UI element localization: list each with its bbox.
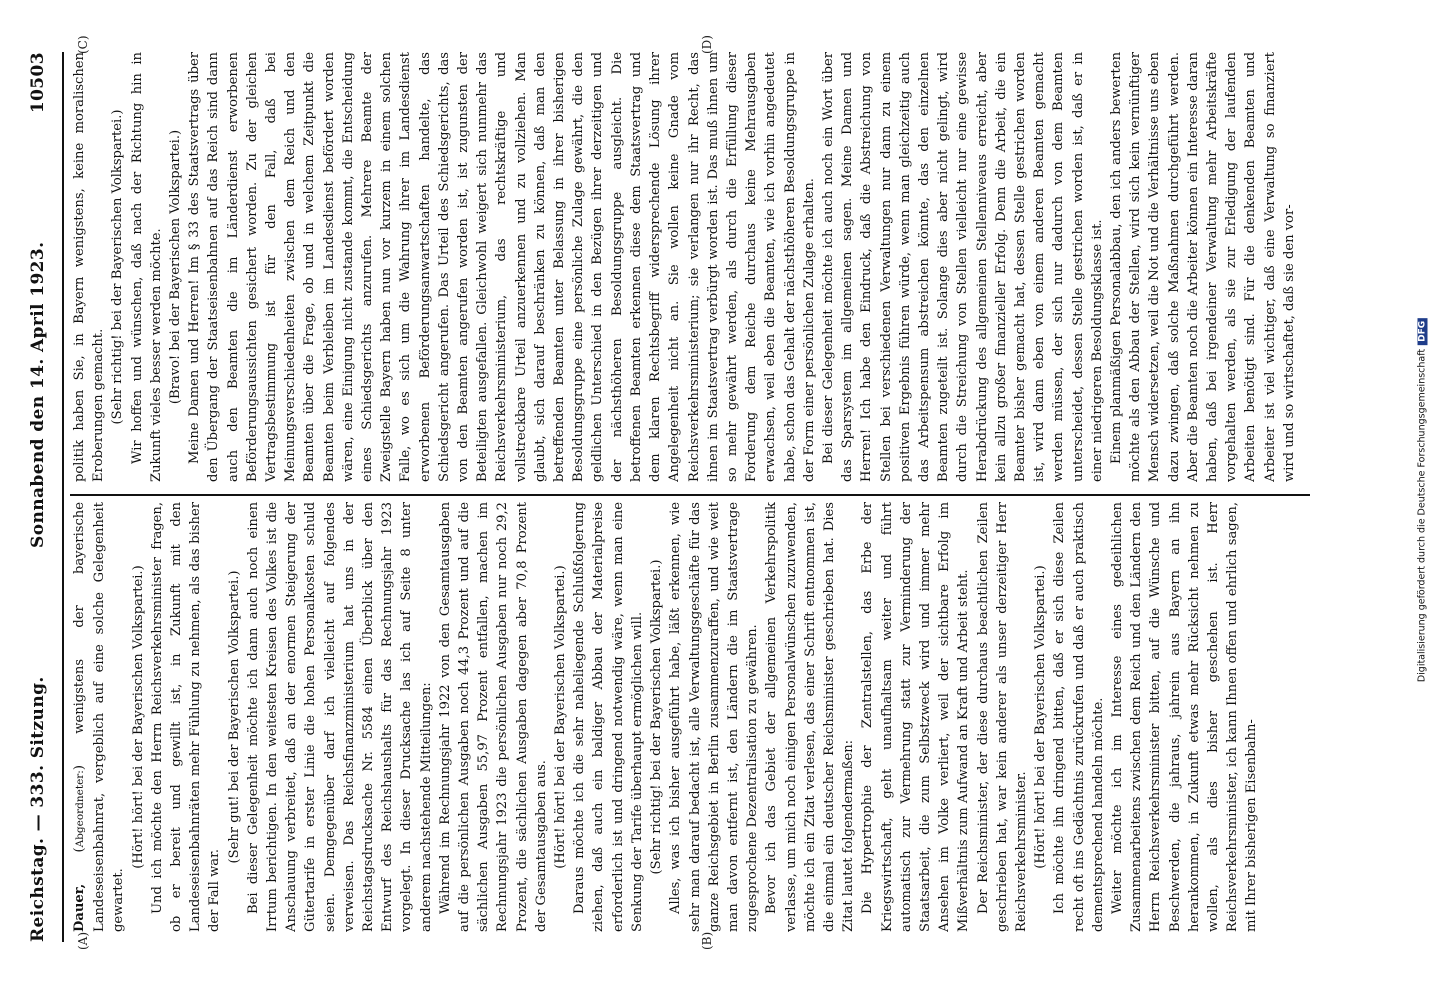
header-session: Reichstag. — 333. Sitzung. [28, 676, 48, 942]
header-date: Sonnabend den 14. April 1923. [28, 241, 48, 548]
paragraph: Meine Damen und Herren! Im § 33 des Staatsvertrags über den Übergang der Staatseisenbahnen auf das Reich sind dann auch den Beamten die im Länderdienst erworbenen Beförderungsaussichten gesichert worden. Zu der gleichen Vertragsbestimmung ist für den Fall, daß bei Meinungsverschiedenheiten zwischen dem Reich und den Beamten über die Frage, ob und in welchem Zeitpunkt die Beamten beim Verbleiben im Landesdienst befördert worden wären, eine Einigung nicht zustande kommt, die Entscheidung eines Schiedsgerichts anzurufen. Mehrere Beamte der Zweigstelle Bayern haben nun vor kurzem in einem solchen Falle, wo es sich um die Wahrung ihrer im Landesdienst erworbenen Beförderungsanwartschaften handelte, das Schiedsgericht angerufen. Das Urteil des Schiedsgerichts, das von den Beamten angerufen worden ist, ist zugunsten der Beteiligten ausgefallen. Gleichwohl weigert sich nunmehr das Reichsverkehrsministerium, das rechtskräftige und vollstreckbare Urteil anzuerkennen und zu vollziehen. Man glaubt, sich darauf beschränken zu können, daß man den betreffenden Beamten unter Belassung in ihrer bisherigen Besoldungsgruppe eine persönliche Zulage gewährt, die den geldlichen Unterschied in den Bezügen ihrer derzeitigen und der nächsthöheren Besoldungsgruppe ausgleicht. Die betroffenen Beamten erkennen diese dem Staatsvertrag und dem klaren Rechtsbegriff widersprechende Lösung ihrer Angelegenheit nicht an. Sie wollen keine Gnade vom Reichsverkehrsministerium; sie verlangen nur ihr Recht, das ihnen im Staatsvertrag verbürgt worden ist. Das muß ihnen um so mehr gewährt werden, als durch die Erfüllung dieser Forderung dem Reiche durchaus keine Mehrausgaben erwachsen, weil eben die Beamten, wie ich vorhin angedeutet habe, schon das Gehalt der nächsthöheren Besoldungsgruppe in der Form einer persönlichen Zulage erhalten. [187, 52, 817, 482]
left-column [70, 502, 1370, 932]
column-divider [70, 494, 1310, 496]
header-rule [62, 52, 64, 942]
interjection: (Hört! hört! bei der Bayerischen Volkspartei.) [553, 565, 569, 869]
paragraph: Und ich möchte den Herrn Reichsverkehrsminister fragen, ob er bereit und gewillt ist, in Zukunft mit den Landeseisenbahnräten mehr Fühlung zu nehmen, als das bisher der Fall war. [149, 502, 223, 932]
credit-text: Digitalisierung gefördert durch die Deutsche Forschungsgemeinschaft [1416, 348, 1428, 683]
right-column [70, 52, 1370, 482]
interjection: (Bravo! bei der Bayerischen Volkspartei.) [168, 129, 184, 405]
paragraph: Bei dieser Gelegenheit möchte ich dann auch noch einen Irrtum berichtigen. In den weitesten Kreisen des Volkes ist die Anschauung verbreitet, daß an der enormen Steigerung der Gütertarife in erster Linie die hohen Personalkosten schuld seien. Demgegenüber darf ich vielleicht auf folgendes verweisen. Das Reichsfinanzministerium hat uns in der Reichstagsdrucksache Nr. 5584 einen Überblick über den Entwurf des Reichshaushalts für das Rechnungsjahr 1923 vorgelegt. In dieser Drucksache las ich auf Seite 8 unter anderem nachstehende Mitteilungen: [245, 502, 434, 932]
speaker-name: Dauer, [72, 883, 87, 932]
paragraph-text: wenigstens der bayerische Landeseisenbahnrat, vergeblich auf eine solche Gelegenheit gewartet. [72, 502, 127, 932]
paragraph: Alles, was ich bisher ausgeführt habe, läßt erkennen, wie sehr man darauf bedacht ist, alle Verwaltungsgeschäfte für das ganze Reichsgebiet in Berlin zusammenzuraffen, und wie weit man davon entfernt ist, den Ländern die im Staatsvertrage zugesprochene Dezentralisation zu gewähren. [668, 502, 761, 932]
interjection: (Sehr richtig! bei der Bayerischen Volkspartei.) [110, 109, 126, 425]
paragraph: Weiter möchte ich im Interesse eines gedeihlichen Zusammenarbeitens zwischen dem Reich und den Ländern den Herrn Reichsverkehrsminister bitten, auf die Wünsche und Beschwerden, die jahraus, jahrein aus Bayern an ihn herankommen, in Zukunft etwas mehr Rücksicht nehmen zu wollen, als dies bisher geschehen ist. Herr Reichsverkehrsminister, ich kann Ihnen offen und ehrlich sagen, mit Ihrer bisherigen Eisenbahn- [1109, 502, 1260, 932]
speaker-role: Abgeordneter: [74, 770, 86, 848]
quoted-paragraph: Während im Rechnungsjahr 1922 von den Gesamtausgaben auf die persönlichen Ausgaben noch 44,3 Prozent und auf die sächlichen Ausgaben 55,97 Prozent entfallen, machen im Rechnungsjahr 1923 die persönlichen Ausgaben nur noch 29,2 Prozent, die sächlichen Ausgaben dagegen aber 70,8 Prozent der Gesamtausgaben aus. [437, 502, 549, 932]
interjection: (Sehr richtig! bei der Bayerischen Volkspartei.) [649, 559, 665, 875]
margin-marker-d: (D) [700, 35, 714, 54]
paragraph: Ich möchte ihn dringend bitten, daß er sich diese Zeilen recht oft ins Gedächtnis zurückrufen und daß er auch praktisch dementsprechend handeln möchte. [1052, 502, 1106, 932]
paragraph: Daraus möchte ich die sehr naheliegende Schlußfolgerung ziehen, daß auch ein baldiger Abbau der Materialpreise erforderlich ist und dringend notwendig wäre, wenn man eine Senkung der Tarife überhaupt ermöglichen will. [572, 502, 645, 932]
paragraph: Bevor ich das Gebiet der allgemeinen Verkehrspolitik verlasse, um mich noch einigen Personalwünschen zuzuwenden, möchte ich ein Zitat verlesen, das einer Schrift entnommen ist, die einmal ein deutscher Reichsminister geschrieben hat. Dies Zitat lautet folgendermaßen: [764, 502, 857, 932]
interjection: (Hört! hört! bei der Bayerischen Volkspartei.) [130, 565, 146, 869]
paragraph: Bei dieser Gelegenheit möchte ich auch noch ein Wort über das Sparsystem im allgemeinen sagen. Meine Damen und Herren! Ich habe den Eindruck, daß die Abstreichung von Stellen bei verschiedenen Verwaltungen nur dann zu einem positiven Ergebnis führen würde, wenn man gleichzeitig auch das Arbeitspensum abstreichen könnte, das den einzelnen Beamten zugeteilt ist. Solange dies aber nicht gelingt, wird durch die Streichung von Stellen vielleicht nur eine gewisse Herabdrückung des allgemeinen Stellenniveaus erreicht, aber kein allzu großer finanzieller Erfolg. Denn die Arbeit, die ein Beamter bisher gemacht hat, dessen Stelle gestrichen worden ist, wird dann eben von einem anderen Beamten gemacht werden müssen, der sich nur dadurch von dem Beamten unterscheidet, dessen Stelle gestrichen worden ist, daß er in einer niedrigeren Besoldungsklasse ist. [820, 52, 1105, 482]
margin-marker-c: (C) [76, 35, 90, 54]
page-header [28, 52, 58, 942]
margin-marker-b: (B) [700, 931, 714, 950]
paragraph: Der Reichsminister, der diese durchaus beachtlichen Zeilen geschrieben hat, war kein anderer als unser derzeitiger Herr Reichsverkehrsminister. [975, 502, 1029, 932]
quoted-paragraph: Die Hypertrophie der Zentralstellen, das Erbe der Kriegswirtschaft, geht unaufhaltsam weiter und führt automatisch zur Vermehrung statt zur Verminderung der Staatsarbeit, die zum Selbstzweck wird und immer mehr Ansehen im Volke verliert, weil der sichtbare Erfolg im Mißverhältnis zum Aufwand an Kraft und Arbeit steht. [860, 502, 972, 932]
paragraph: Dauer, (Abgeordneter:) wenigstens der bayerische Landeseisenbahnrat, vergeblich auf eine solche Gelegenheit gewartet. [72, 502, 127, 932]
paragraph: Einem planmäßigen Personalabbau, den ich anders bewerten möchte als den Abbau der Stellen, wird sich kein vernünftiger Mensch widersetzen, weil die Not und die Verhältnisse uns eben dazu zwingen, daß solche Maßnahmen durchgeführt werden. Aber die Beamten noch die Arbeiter können ein Interesse daran haben, daß bei irgendeiner Verwaltung mehr Arbeitskräfte vorgehalten werden, als sie zur Erledigung der laufenden Arbeiten benötigt sind. Für die denkenden Beamten und Arbeiter ist viel wichtiger, daß eine Verwaltung so finanziert wird und so wirtschaftet, daß sie den vor- [1108, 52, 1297, 482]
dfg-logo-badge: DFG [1418, 318, 1428, 345]
paragraph: politik haben Sie, in Bayern wenigstens, keine moralischen Eroberungen gemacht. [72, 52, 107, 482]
header-page-number: 10503 [28, 52, 48, 114]
interjection: (Sehr gut! bei der Bayerischen Volkspartei.) [226, 570, 242, 864]
digitization-credit [1417, 318, 1428, 682]
paragraph: Wir hoffen und wünschen, daß nach der Richtung hin in Zukunft vieles besser werden möchte. [129, 52, 164, 482]
margin-marker-a: (A) [76, 931, 90, 950]
interjection: (Hört! hört! bei der Bayerischen Volkspartei.) [1033, 565, 1049, 869]
